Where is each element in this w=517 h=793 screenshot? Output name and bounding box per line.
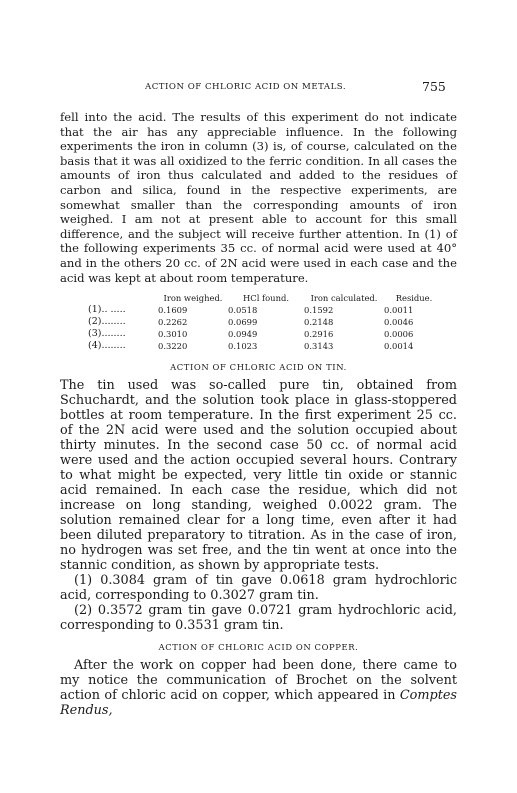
table-row [88,328,444,340]
table-header-cell: HCl found. [242,293,289,304]
tin-result-2: (2) 0.3572 gram tin gave 0.0721 gram hydrochloric acid, corresponding to 0.3531 gram tin. [60,603,457,634]
table-cell: 0.1609 [158,305,188,316]
copper-paragraph [60,658,457,718]
iron-paragraph: fell into the acid. The results of this experiment do not indicate that the air has any appreciable influence. In the following experiments the iron in column (3) is, of course, calculated on the basis that it was all oxidized to the ferric condition. In all cases the amounts of iron thus calculated and added to the residues of carbon and silica, found in the respective experiments, are somewhat smaller than the corresponding amounts of iron weighed. I am not at present able to account for this small difference, and the subject will receive further attention. In (1) of the following experiments 35 cc. of normal acid were used at 40° and in the others 20 cc. of 2N acid were used in each case and the acid was kept at about room temperature. [60,110,457,285]
iron-results-table [88,292,444,352]
table-header-cell [88,292,158,304]
table-cell: 0.1023 [228,341,258,352]
page-body [60,110,457,718]
table-header-row [88,292,444,304]
running-head [0,79,517,98]
table-cell: 0.0014 [384,341,414,352]
tin-paragraph: The tin used was so-called pure tin, obtained from Schuchardt, and the solution took place in glass-stoppered bottles at room temperature. In the first experiment 25 cc. of the 2N acid were used and the solution occupied about thirty minutes. In the second case 50 cc. of normal acid were used and the action occupied several hours. Contrary to what might be expected, very little tin oxide or stannic acid remained. In each case the residue, which did not increase on long standing, weighed 0.0022 gram. The solution remained clear for a long time, even after it had been diluted preparatory to titration. As in the case of iron, no hydrogen was set free, and the tin went at once into the stannic condition, as shown by appropriate tests. [60,378,457,574]
table-cell: 0.2148 [304,317,334,328]
table-cell: 0.2262 [158,317,188,328]
table-cell: 0.3143 [304,341,334,352]
table-header-cell: Iron weighed. [163,293,223,304]
copper-paragraph-text: After the work on copper had been done, there came to my notice the communication of Brochet on the solvent action of chloric acid on copper, which appeared in [60,658,457,704]
table-cell: 0.1592 [304,305,334,316]
table-cell: (2)........ [88,316,126,328]
journal-title: Comptes Rendus, [60,688,457,719]
tin-section-heading: ACTION OF CHLORIC ACID ON TIN. [170,362,347,373]
table-cell: 0.0011 [384,305,414,316]
table-cell: 0.3220 [158,341,188,352]
table-cell: 0.0949 [228,329,258,340]
table-row [88,304,444,316]
table-cell: 0.2916 [304,329,334,340]
tin-result-1: (1) 0.3084 gram of tin gave 0.0618 gram hydrochloric acid, corresponding to 0.3027 gram tin. [60,573,457,604]
table-cell: (1).. ..... [88,304,126,316]
table-row [88,340,444,352]
table-cell: 0.3010 [158,329,188,340]
table-header-cell: Iron calculated. [310,293,378,304]
page-number: 755 [422,79,446,94]
table-row [88,316,444,328]
table-cell: 0.0699 [228,317,258,328]
table-header-cell: Residue. [395,293,433,304]
table-cell: 0.0006 [384,329,414,340]
table-cell: 0.0518 [228,305,258,316]
running-title: ACTION OF CHLORIC ACID ON METALS. [145,82,347,92]
table-cell: (4)........ [88,340,126,352]
table-cell: 0.0046 [384,317,414,328]
copper-section-heading: ACTION OF CHLORIC ACID ON COPPER. [158,642,359,653]
table-cell: (3)........ [88,328,126,340]
